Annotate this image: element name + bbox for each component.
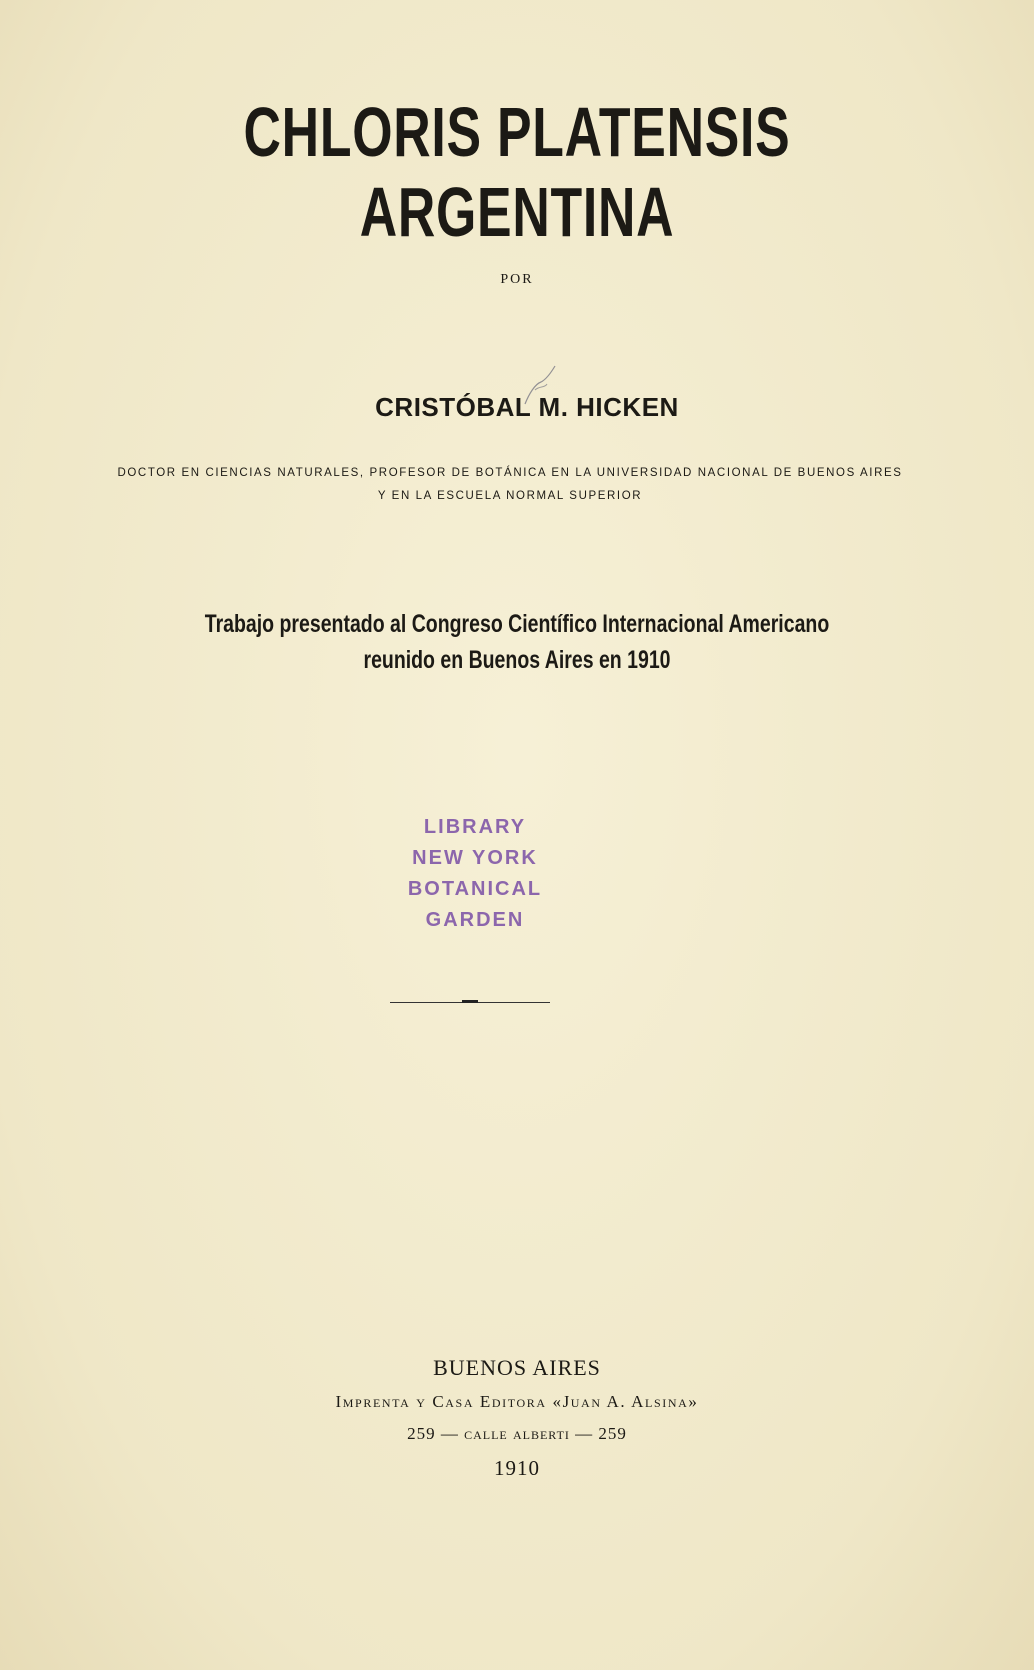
byline: POR xyxy=(500,272,534,287)
author-credentials-line-1: DOCTOR EN CIENCIAS NATURALES, PROFESOR DE BOTÁNICA EN LA UNIVERSIDAD NACIONAL DE BUENOS AIRES xyxy=(117,467,903,479)
stamp-line: BOTANICAL xyxy=(407,878,543,900)
library-stamp xyxy=(400,812,550,936)
subtitle-line-2: reunido en Buenos Aires en 1910 xyxy=(363,646,671,674)
divider-ornament xyxy=(462,1000,478,1003)
author-credentials-line-2: Y EN LA ESCUELA NORMAL SUPERIOR xyxy=(377,490,643,502)
stamp-line: GARDEN xyxy=(425,909,525,931)
publisher-printer: Imprenta y Casa Editora «Juan A. Alsina» xyxy=(335,1392,699,1411)
subtitle-line-1: Trabajo presentado al Congreso Científico Internacional Americano xyxy=(204,610,830,638)
author-name: CRISTÓBAL M. HICKEN xyxy=(375,392,679,422)
stamp-line: LIBRARY xyxy=(423,816,527,838)
stamp-line: NEW YORK xyxy=(412,847,538,869)
book-title: CHLORIS PLATENSIS ARGENTINA xyxy=(243,93,791,251)
publication-year: 1910 xyxy=(494,1456,540,1480)
publisher-city: BUENOS AIRES xyxy=(433,1355,601,1380)
publisher-address: 259 — calle alberti — 259 xyxy=(407,1424,627,1443)
